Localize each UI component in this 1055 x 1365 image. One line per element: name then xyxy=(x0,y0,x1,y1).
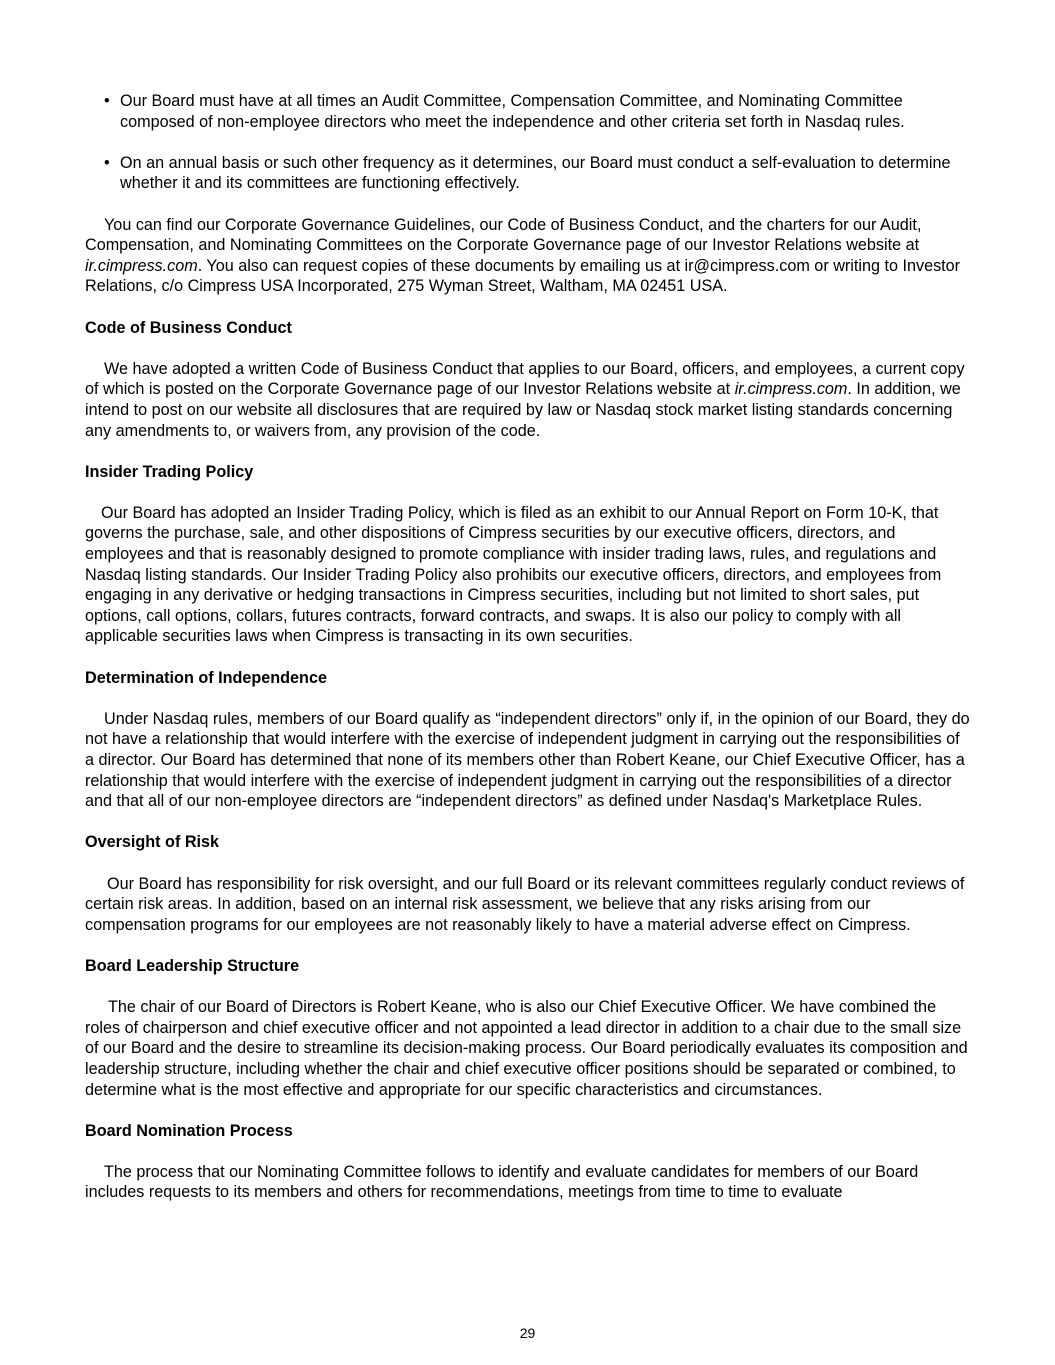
section-heading-oversight-of-risk: Oversight of Risk xyxy=(85,833,220,852)
section-heading-nomination: Board Nomination Process xyxy=(85,1121,293,1140)
bullet-icon: • xyxy=(104,153,110,172)
code-of-conduct-paragraph xyxy=(85,359,970,441)
website-link: ir.cimpress.com xyxy=(85,256,198,275)
governance-documents-paragraph xyxy=(85,215,970,297)
independence-paragraph: Under Nasdaq rules, members of our Board qualify as “independent directors” only if, in the opinion of our Board, they do not have a relationship that would interfere with the exercise of independent judgment in carrying out the responsibilities of a director. Our Board has determined that none of its members other than Robert Keane, our Chief Executive Officer, has a relationship that would interfere with the exercise of independent judgment in carrying out the responsibilities of a director and that all of our non-employee directors are “independent directors” as defined under Nasdaq's Marketplace Rules. xyxy=(85,709,970,811)
section-heading-insider-trading: Insider Trading Policy xyxy=(85,462,254,481)
nomination-paragraph: The process that our Nominating Committee follows to identify and evaluate candidates for members of our Board includes requests to its members and others for recommendations, meetings from time to time to evaluate xyxy=(85,1162,919,1202)
section-heading-code-of-conduct: Code of Business Conduct xyxy=(85,318,292,337)
bullet-icon: • xyxy=(104,92,110,110)
bullet-item xyxy=(85,153,970,194)
bullet-item xyxy=(85,91,970,132)
document-page xyxy=(85,91,970,1224)
paragraph-text: . In addition, we intend to post on our website all disclosures that are required by law or Nasdaq stock market listing standards concerning any amendments to, or waivers from, any provision of the code. xyxy=(85,380,961,440)
leadership-paragraph: The chair of our Board of Directors is Robert Keane, who is also our Chief Executive Officer. We have combined the roles of chairperson and chief executive officer and not appointed a lead director in addition to a chair due to the small size of our Board and the desire to streamline its decision-making process. Our Board periodically evaluates its composition and leadership structure, including whether the chair and chief executive officer positions should be separated or combined, to determine what is the most effective and appropriate for our specific characteristics and circumstances. xyxy=(85,998,968,1099)
paragraph-text: We have adopted a written Code of Business Conduct that applies to our Board, officers, and employees, a current copy of which is posted on the Corporate Governance page of our Investor Relations website at xyxy=(85,359,965,399)
governance-bullet-list xyxy=(85,91,970,194)
paragraph-text: You can find our Corporate Governance Guidelines, our Code of Business Conduct, and the charters for our Audit, Compensation, and Nominating Committees on the Corporate Governance page of our Investor Relations website at xyxy=(85,215,922,255)
page-number: 29 xyxy=(519,1325,536,1341)
paragraph-text: . You also can request copies of these documents by emailing us at ir@cimpress.com or writing to Investor Relations, c/o Cimpress USA Incorporated, 275 Wyman Street, Waltham, MA 02451 USA. xyxy=(85,256,961,296)
section-heading-leadership: Board Leadership Structure xyxy=(85,956,300,975)
section-heading-independence: Determination of Independence xyxy=(85,668,327,687)
insider-trading-paragraph: Our Board has adopted an Insider Trading Policy, which is filed as an exhibit to our Annual Report on Form 10-K, that governs the purchase, sale, and other dispositions of Cimpress securities by our executive officers, directors, and employees and that is reasonably designed to promote compliance with insider trading laws, rules, and regulations and Nasdaq listing standards. Our Insider Trading Policy also prohibits our executive officers, directors, and employees from engaging in any derivative or hedging transactions in Cimpress securities, including but not limited to short sales, put options, call options, collars, futures contracts, forward contracts, and swaps. It is also our policy to comply with all applicable securities laws when Cimpress is transacting in its own securities. xyxy=(85,503,942,646)
website-link: ir.cimpress.com xyxy=(734,380,848,399)
bullet-text: Our Board must have at all times an Audit Committee, Compensation Committee, and Nominating Committee composed of non-employee directors who meet the independence and other criteria set forth in Nasdaq rules. xyxy=(120,92,905,131)
oversight-of-risk-paragraph: Our Board has responsibility for risk oversight, and our full Board or its relevant committees regularly conduct reviews of certain risk areas. In addition, based on an internal risk assessment, we believe that any risks arising from our compensation programs for our employees are not reasonably likely to have a material adverse effect on Cimpress. xyxy=(85,874,965,934)
bullet-text: On an annual basis or such other frequency as it determines, our Board must conduct a self-evaluation to determine whether it and its committees are functioning effectively. xyxy=(120,153,951,193)
